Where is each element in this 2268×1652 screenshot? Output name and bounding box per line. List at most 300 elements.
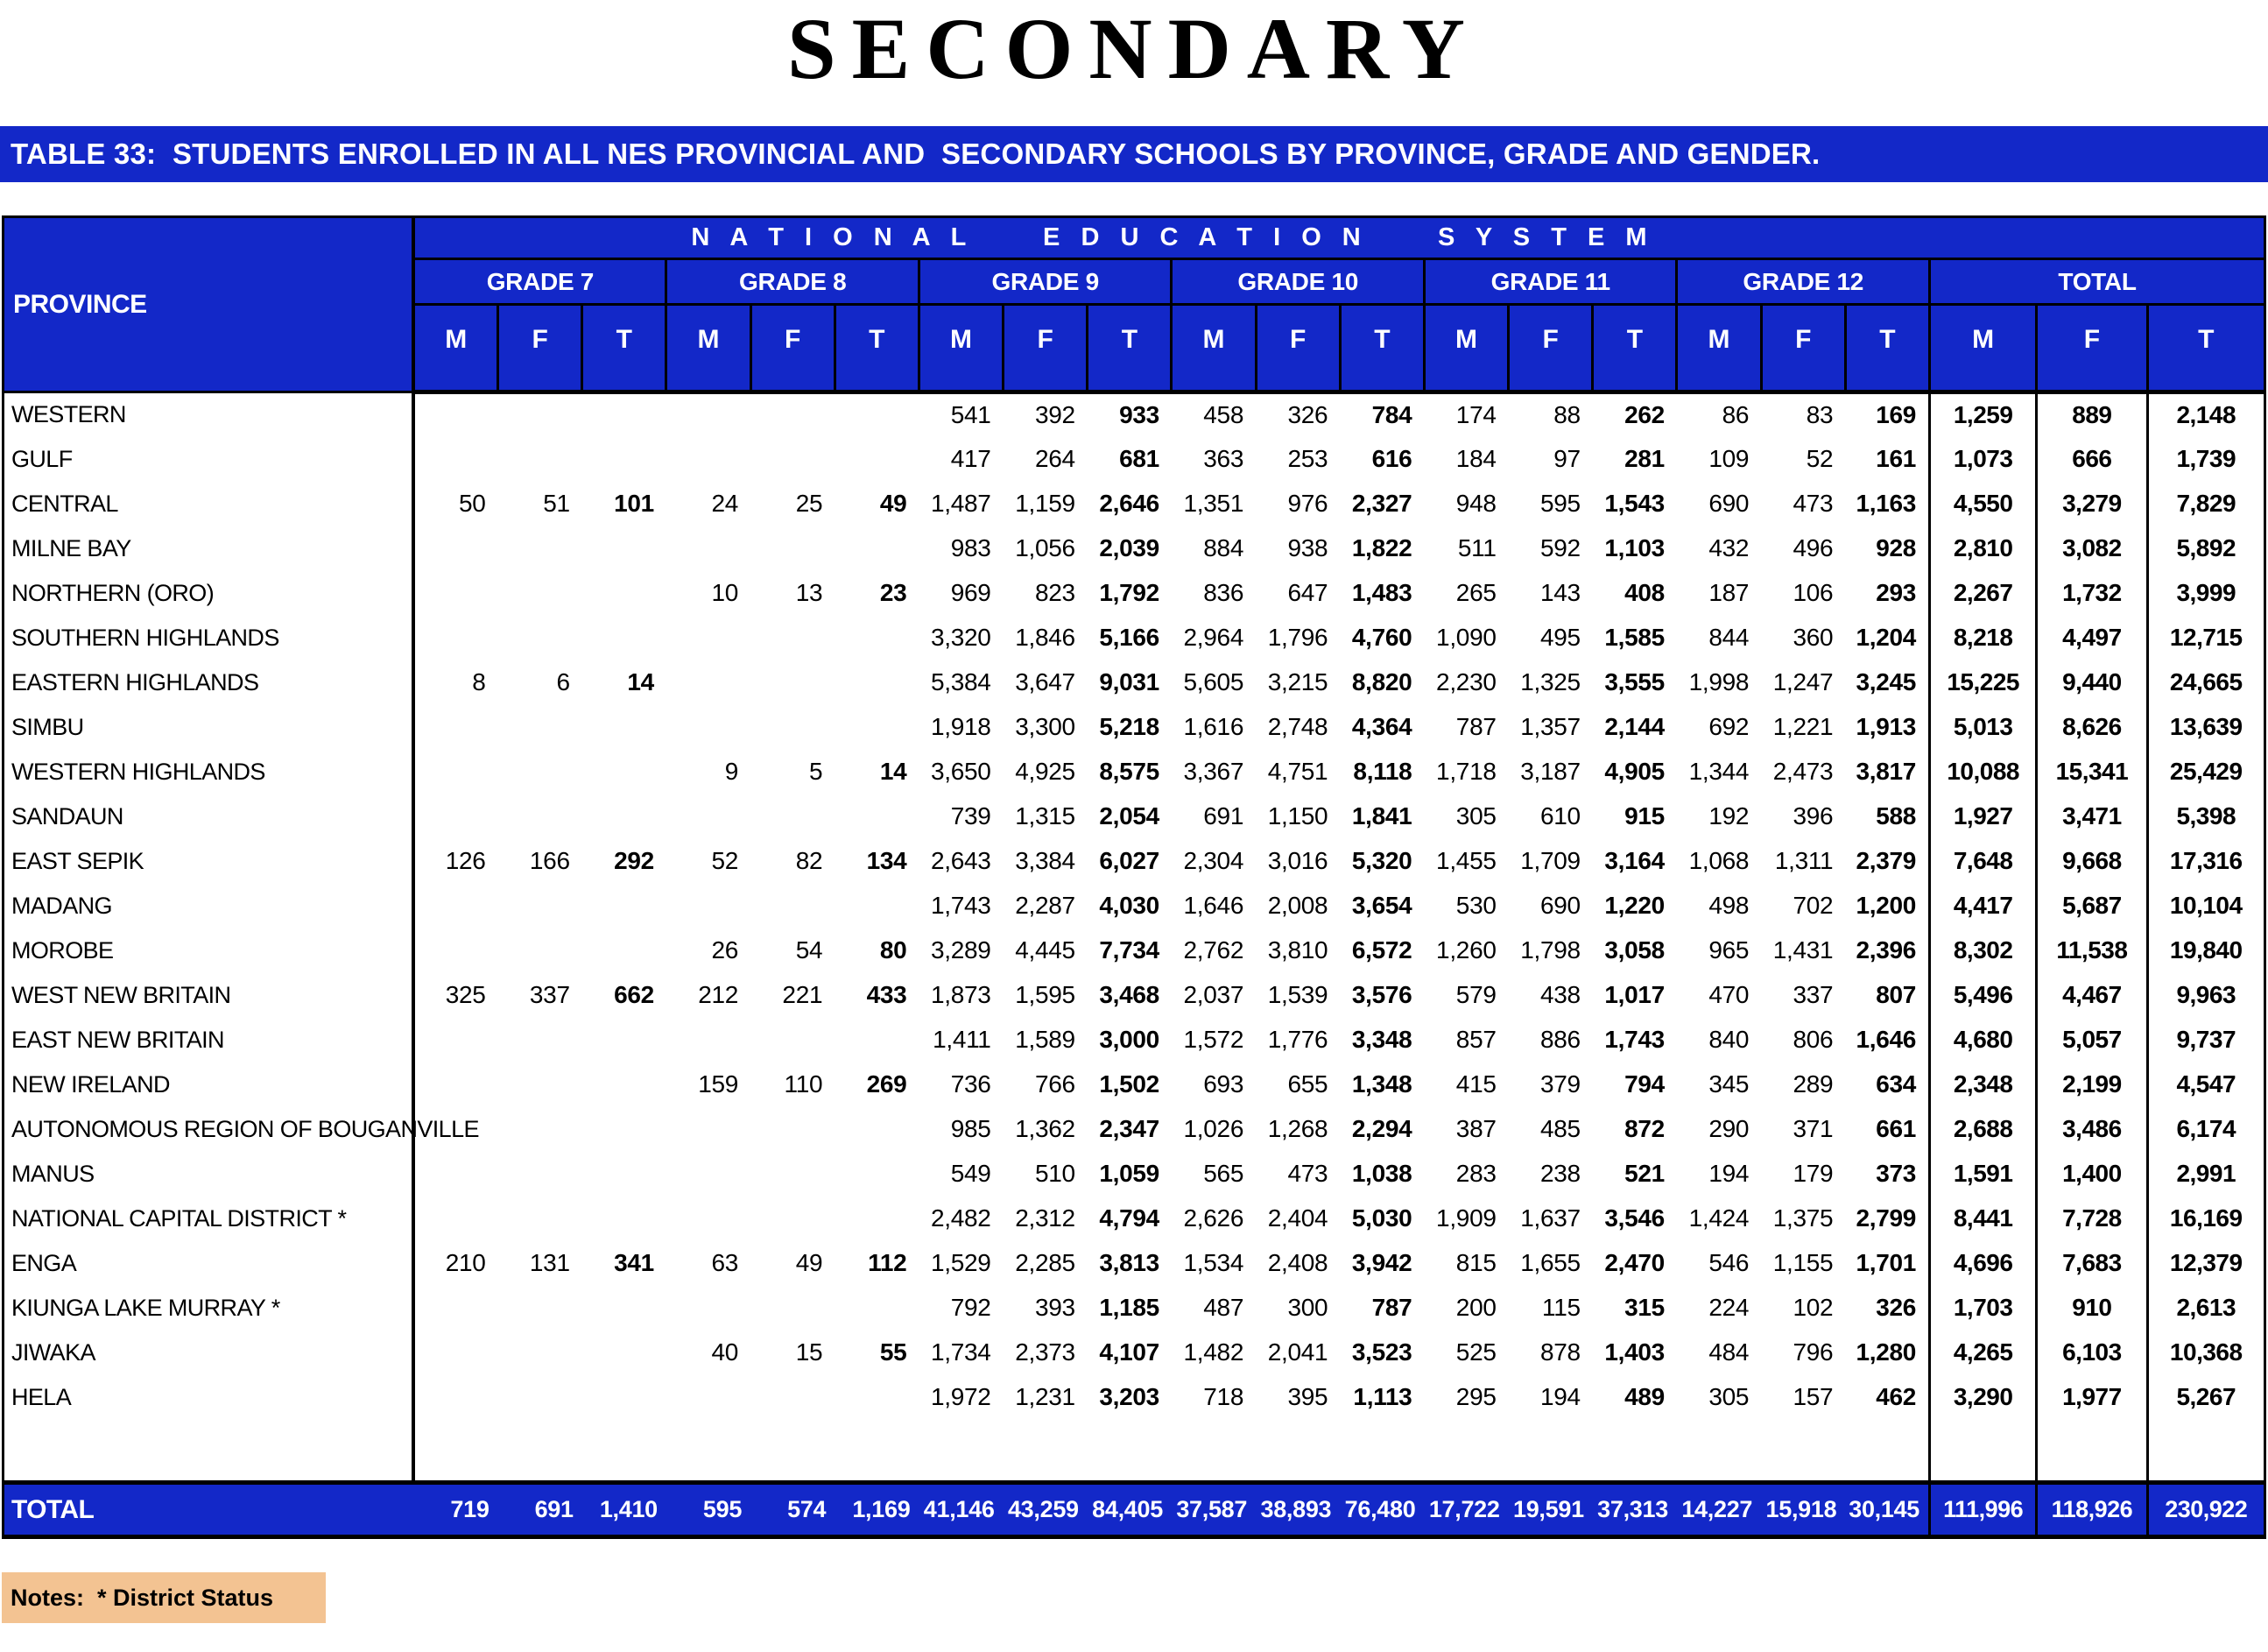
page-title: SECONDARY (787, 0, 1481, 97)
value-cell: 616 (1371, 445, 1412, 472)
spacer-cell (666, 1420, 750, 1483)
value-cell (835, 1197, 919, 1241)
value-cell: 1,159 (1015, 490, 1075, 517)
value-cell: 546 (1708, 1249, 1750, 1276)
value-cell: 2,039 (1099, 534, 1159, 561)
province-cell: NORTHERN (ORO) (4, 571, 414, 616)
value-cell (750, 794, 835, 839)
value-cell: 305 (1708, 1383, 1750, 1410)
value-cell (750, 1286, 835, 1331)
total-value-cell: 24,665 (2147, 660, 2265, 705)
value-cell: 766 (1034, 1070, 1075, 1098)
total-value-cell: 3,486 (2037, 1107, 2147, 1152)
value-cell: 969 (950, 579, 991, 606)
value-cell: 300 (1287, 1294, 1328, 1321)
value-cell (835, 1107, 919, 1152)
value-cell: 1,375 (1772, 1204, 1834, 1232)
value-cell: 264 (1034, 445, 1075, 472)
value-cell: 7,734 (1099, 936, 1159, 964)
value-cell: 588 (1876, 802, 1917, 830)
value-cell: 3,523 (1351, 1338, 1412, 1366)
value-cell: 549 (950, 1160, 991, 1187)
value-cell: 192 (1708, 802, 1750, 830)
total-value-cell: 3,290 (1930, 1375, 2037, 1420)
value-cell: 2,008 (1267, 892, 1328, 919)
value-cell (582, 1063, 666, 1107)
table-row (4, 1375, 2265, 1420)
total-value-cell: 10,104 (2147, 884, 2265, 928)
total-value-cell: 1,739 (2147, 437, 2265, 482)
value-cell (750, 1375, 835, 1420)
value-cell: 2,347 (1099, 1115, 1159, 1142)
value-cell: 210 (445, 1249, 486, 1276)
table-row (4, 1152, 2265, 1197)
total-value-cell: 25,429 (2147, 750, 2265, 794)
value-cell: 1,637 (1520, 1204, 1581, 1232)
total-value-cell: 9,737 (2147, 1018, 2265, 1063)
grand-total-value: 1,410 (582, 1483, 666, 1537)
value-cell: 1,798 (1520, 936, 1581, 964)
value-cell (750, 1107, 835, 1152)
value-cell: 54 (795, 936, 823, 964)
value-cell: 1,200 (1856, 892, 1917, 919)
grand-total-value: 76,480 (1340, 1483, 1424, 1537)
value-cell: 5 (808, 758, 823, 785)
value-cell: 174 (1455, 401, 1497, 429)
value-cell: 1,743 (1604, 1026, 1665, 1053)
value-cell: 8,118 (1353, 758, 1412, 785)
value-cell: 3,942 (1351, 1249, 1412, 1276)
value-cell (835, 705, 919, 750)
value-cell: 2,144 (1604, 713, 1665, 740)
value-cell: 3,164 (1604, 847, 1665, 874)
total-value-cell: 5,496 (1930, 973, 2037, 1018)
value-cell: 2,304 (1183, 847, 1244, 874)
value-cell (835, 1375, 919, 1420)
value-cell: 1,424 (1688, 1204, 1750, 1232)
value-cell: 1,483 (1351, 579, 1412, 606)
value-cell: 3,245 (1856, 668, 1917, 695)
value-cell: 2,379 (1856, 847, 1917, 874)
value-cell: 52 (711, 847, 739, 874)
value-cell: 1,455 (1436, 847, 1497, 874)
gender-header: F (498, 305, 582, 392)
value-cell: 83 (1806, 401, 1834, 429)
value-cell: 1,311 (1774, 847, 1834, 874)
value-cell: 363 (1203, 445, 1244, 472)
value-cell (750, 437, 835, 482)
value-cell (413, 392, 497, 437)
value-cell (413, 928, 497, 973)
gender-header: F (750, 305, 835, 392)
table-row (4, 839, 2265, 884)
value-cell (413, 1375, 497, 1420)
value-cell: 88 (1553, 401, 1581, 429)
value-cell: 458 (1203, 401, 1244, 429)
value-cell: 693 (1203, 1070, 1244, 1098)
value-cell: 857 (1455, 1026, 1497, 1053)
value-cell: 109 (1708, 445, 1750, 472)
value-cell: 2,041 (1267, 1338, 1328, 1366)
value-cell: 212 (698, 981, 739, 1008)
value-cell (582, 705, 666, 750)
value-cell: 3,384 (1015, 847, 1075, 874)
value-cell: 1,260 (1436, 936, 1497, 964)
value-cell (750, 526, 835, 571)
value-cell: 392 (1034, 401, 1075, 429)
value-cell: 1,776 (1267, 1026, 1328, 1053)
value-cell: 97 (1553, 445, 1581, 472)
value-cell: 8 (472, 668, 486, 695)
value-cell: 702 (1793, 892, 1834, 919)
total-value-cell: 5,892 (2147, 526, 2265, 571)
value-cell: 1,163 (1856, 490, 1917, 517)
grand-total-value: 37,587 (1172, 1483, 1256, 1537)
total-value-cell: 4,550 (1930, 482, 2037, 526)
value-cell: 102 (1793, 1294, 1834, 1321)
value-cell: 2,482 (931, 1204, 991, 1232)
value-cell (666, 794, 750, 839)
grand-total-value: 719 (413, 1483, 497, 1537)
value-cell: 1,572 (1183, 1026, 1244, 1053)
value-cell: 115 (1542, 1294, 1581, 1321)
value-cell: 1,026 (1183, 1115, 1244, 1142)
value-cell (835, 392, 919, 437)
value-cell: 341 (614, 1249, 654, 1276)
value-cell (582, 1286, 666, 1331)
value-cell: 86 (1722, 401, 1750, 429)
gender-header: M (1172, 305, 1256, 392)
value-cell: 13 (795, 579, 823, 606)
value-cell: 2,327 (1351, 490, 1412, 517)
value-cell: 1,268 (1267, 1115, 1328, 1142)
value-cell: 143 (1539, 579, 1581, 606)
province-cell: MANUS (4, 1152, 414, 1197)
value-cell: 1,701 (1856, 1249, 1917, 1276)
value-cell: 2,646 (1099, 490, 1159, 517)
grand-total-label: TOTAL (4, 1483, 414, 1537)
grand-total-value: 111,996 (1930, 1483, 2037, 1537)
value-cell: 1,534 (1183, 1249, 1244, 1276)
value-cell: 4,030 (1099, 892, 1159, 919)
value-cell: 473 (1287, 1160, 1328, 1187)
value-cell: 2,287 (1015, 892, 1075, 919)
total-value-cell: 2,810 (1930, 526, 2037, 571)
value-cell (666, 1286, 750, 1331)
value-cell: 2,762 (1183, 936, 1244, 964)
value-cell: 1,796 (1267, 624, 1328, 651)
value-cell (582, 571, 666, 616)
grand-total-value: 43,259 (1004, 1483, 1088, 1537)
value-cell: 5,166 (1099, 624, 1159, 651)
value-cell: 8,820 (1351, 668, 1412, 695)
value-cell: 3,215 (1267, 668, 1328, 695)
value-cell: 2,799 (1856, 1204, 1917, 1232)
gender-header: F (1761, 305, 1845, 392)
value-cell: 10 (711, 579, 739, 606)
value-cell: 387 (1455, 1115, 1497, 1142)
value-cell: 1,357 (1520, 713, 1581, 740)
value-cell: 647 (1287, 579, 1328, 606)
value-cell: 293 (1876, 579, 1917, 606)
value-cell: 337 (1793, 981, 1834, 1008)
spacer-cell (1340, 1420, 1424, 1483)
grand-total-row (4, 1483, 2265, 1537)
value-cell: 823 (1034, 579, 1075, 606)
value-cell: 787 (1455, 713, 1497, 740)
total-value-cell: 2,688 (1930, 1107, 2037, 1152)
value-cell (498, 1286, 582, 1331)
value-cell: 1,529 (931, 1249, 991, 1276)
value-cell: 9 (724, 758, 739, 785)
value-cell (835, 616, 919, 660)
value-cell (582, 1018, 666, 1063)
value-cell: 884 (1203, 534, 1244, 561)
value-cell (498, 1375, 582, 1420)
value-cell: 379 (1539, 1070, 1581, 1098)
value-cell (582, 526, 666, 571)
value-cell: 495 (1539, 624, 1581, 651)
grand-total-value: 1,169 (835, 1483, 919, 1537)
value-cell (413, 1197, 497, 1241)
value-cell: 473 (1793, 490, 1834, 517)
value-cell (498, 392, 582, 437)
total-value-cell: 7,728 (2037, 1197, 2147, 1241)
value-cell: 1,743 (931, 892, 991, 919)
total-value-cell: 5,057 (2037, 1018, 2147, 1063)
value-cell: 393 (1034, 1294, 1075, 1321)
value-cell: 976 (1287, 490, 1328, 517)
gender-header: T (835, 305, 919, 392)
total-value-cell: 12,715 (2147, 616, 2265, 660)
value-cell (666, 437, 750, 482)
value-cell: 1,017 (1604, 981, 1665, 1008)
value-cell: 1,589 (1015, 1026, 1075, 1053)
value-cell: 224 (1708, 1294, 1750, 1321)
total-value-cell: 15,341 (2037, 750, 2147, 794)
value-cell: 4,760 (1351, 624, 1412, 651)
value-cell: 3,576 (1351, 981, 1412, 1008)
value-cell: 396 (1793, 802, 1834, 830)
value-cell: 595 (1539, 490, 1581, 517)
value-cell: 579 (1455, 981, 1497, 1008)
value-cell: 3,348 (1351, 1026, 1412, 1053)
table-row (4, 571, 2265, 616)
spacer-cell (1256, 1420, 1340, 1483)
total-value-cell: 6,103 (2037, 1331, 2147, 1375)
value-cell (413, 794, 497, 839)
value-cell (498, 1063, 582, 1107)
gender-header: T (582, 305, 666, 392)
value-cell: 4,364 (1351, 713, 1412, 740)
value-cell: 1,068 (1688, 847, 1750, 874)
total-value-cell: 11,538 (2037, 928, 2147, 973)
value-cell: 1,038 (1351, 1160, 1412, 1187)
value-cell: 1,918 (931, 713, 991, 740)
table-row (4, 1286, 2265, 1331)
value-cell (582, 437, 666, 482)
spacer-cell (750, 1420, 835, 1483)
value-cell: 489 (1624, 1383, 1665, 1410)
value-cell (413, 616, 497, 660)
value-cell: 6 (556, 668, 570, 695)
value-cell (666, 526, 750, 571)
province-cell: CENTRAL (4, 482, 414, 526)
gender-header: T (1088, 305, 1172, 392)
value-cell (835, 660, 919, 705)
value-cell (582, 750, 666, 794)
total-value-cell: 1,703 (1930, 1286, 2037, 1331)
value-cell: 2,473 (1772, 758, 1834, 785)
province-cell: SIMBU (4, 705, 414, 750)
table-row (4, 1018, 2265, 1063)
value-cell: 2,964 (1183, 624, 1244, 651)
value-cell: 484 (1708, 1338, 1750, 1366)
total-value-cell: 3,279 (2037, 482, 2147, 526)
value-cell: 63 (711, 1249, 739, 1276)
value-cell: 1,325 (1520, 668, 1581, 695)
value-cell: 634 (1876, 1070, 1917, 1098)
total-value-cell: 15,225 (1930, 660, 2037, 705)
value-cell (582, 1375, 666, 1420)
value-cell: 610 (1539, 802, 1581, 830)
group-header-grade-9: GRADE 9 (919, 259, 1172, 305)
table-row (4, 794, 2265, 839)
value-cell (413, 571, 497, 616)
grand-total-value: 14,227 (1677, 1483, 1761, 1537)
value-cell: 681 (1119, 445, 1159, 472)
value-cell (582, 1107, 666, 1152)
value-cell: 51 (543, 490, 570, 517)
total-value-cell: 8,302 (1930, 928, 2037, 973)
value-cell: 2,470 (1604, 1249, 1665, 1276)
value-cell (413, 1152, 497, 1197)
value-cell: 23 (879, 579, 907, 606)
table-row (4, 526, 2265, 571)
value-cell (413, 1018, 497, 1063)
value-cell: 4,751 (1267, 758, 1328, 785)
total-value-cell: 13,639 (2147, 705, 2265, 750)
gender-header: M (1424, 305, 1508, 392)
value-cell (750, 705, 835, 750)
value-cell: 2,294 (1351, 1115, 1412, 1142)
value-cell: 26 (711, 936, 739, 964)
value-cell: 2,054 (1099, 802, 1159, 830)
value-cell: 24 (711, 490, 739, 517)
total-value-cell: 8,626 (2037, 705, 2147, 750)
value-cell: 948 (1455, 490, 1497, 517)
total-value-cell: 1,927 (1930, 794, 2037, 839)
value-cell: 200 (1455, 1294, 1497, 1321)
value-cell: 395 (1287, 1383, 1328, 1410)
spacer-cell (1424, 1420, 1508, 1483)
value-cell: 5,605 (1183, 668, 1244, 695)
value-cell: 985 (950, 1115, 991, 1142)
value-cell: 3,016 (1267, 847, 1328, 874)
value-cell: 1,822 (1351, 534, 1412, 561)
value-cell: 3,817 (1856, 758, 1917, 785)
grand-total-value: 17,722 (1424, 1483, 1508, 1537)
total-value-cell: 4,696 (1930, 1241, 2037, 1286)
value-cell: 3,813 (1099, 1249, 1159, 1276)
total-value-cell: 2,348 (1930, 1063, 2037, 1107)
value-cell: 371 (1793, 1115, 1834, 1142)
value-cell: 530 (1455, 892, 1497, 919)
total-value-cell: 9,668 (2037, 839, 2147, 884)
value-cell (498, 705, 582, 750)
spacer-cell (919, 1420, 1003, 1483)
value-cell (498, 616, 582, 660)
value-cell: 806 (1793, 1026, 1834, 1053)
value-cell: 161 (1876, 445, 1917, 472)
value-cell: 3,555 (1604, 668, 1665, 695)
total-value-cell: 1,977 (2037, 1375, 2147, 1420)
value-cell: 110 (784, 1070, 823, 1098)
value-cell: 1,595 (1015, 981, 1075, 1008)
value-cell: 3,058 (1604, 936, 1665, 964)
value-cell: 1,972 (931, 1383, 991, 1410)
value-cell: 432 (1708, 534, 1750, 561)
value-cell: 1,502 (1099, 1070, 1159, 1098)
notes-box (2, 1572, 326, 1623)
table-caption-banner (0, 126, 2268, 182)
value-cell (498, 526, 582, 571)
total-value-cell: 666 (2037, 437, 2147, 482)
value-cell: 373 (1876, 1160, 1917, 1187)
value-cell: 5,218 (1099, 713, 1159, 740)
total-value-cell: 8,441 (1930, 1197, 2037, 1241)
value-cell (666, 1375, 750, 1420)
value-cell: 1,616 (1183, 713, 1244, 740)
value-cell: 5,030 (1351, 1204, 1412, 1232)
value-cell: 878 (1539, 1338, 1581, 1366)
value-cell: 3,300 (1015, 713, 1075, 740)
value-cell (498, 1152, 582, 1197)
total-value-cell: 8,218 (1930, 616, 2037, 660)
value-cell (413, 1331, 497, 1375)
value-cell: 1,348 (1351, 1070, 1412, 1098)
value-cell: 872 (1624, 1115, 1665, 1142)
table-row (4, 437, 2265, 482)
value-cell: 1,155 (1772, 1249, 1834, 1276)
table-row (4, 660, 2265, 705)
table-row (4, 1197, 2265, 1241)
total-value-cell: 2,991 (2147, 1152, 2265, 1197)
value-cell: 736 (950, 1070, 991, 1098)
value-cell: 52 (1806, 445, 1834, 472)
province-cell: SANDAUN (4, 794, 414, 839)
value-cell: 326 (1876, 1294, 1917, 1321)
value-cell: 3,650 (931, 758, 991, 785)
spacer-cell (2147, 1420, 2265, 1483)
value-cell: 3,289 (931, 936, 991, 964)
spacer-cell (1172, 1420, 1256, 1483)
value-cell (413, 1286, 497, 1331)
total-value-cell: 1,400 (2037, 1152, 2147, 1197)
value-cell: 6,572 (1351, 936, 1412, 964)
value-cell: 1,056 (1015, 534, 1075, 561)
value-cell: 3,000 (1099, 1026, 1159, 1053)
total-value-cell: 12,379 (2147, 1241, 2265, 1286)
gender-header: M (1677, 305, 1761, 392)
spacer-cell (582, 1420, 666, 1483)
value-cell (582, 884, 666, 928)
value-cell: 283 (1455, 1160, 1497, 1187)
value-cell: 2,408 (1267, 1249, 1328, 1276)
province-cell: NATIONAL CAPITAL DISTRICT * (4, 1197, 414, 1241)
value-cell (582, 1331, 666, 1375)
value-cell (413, 526, 497, 571)
